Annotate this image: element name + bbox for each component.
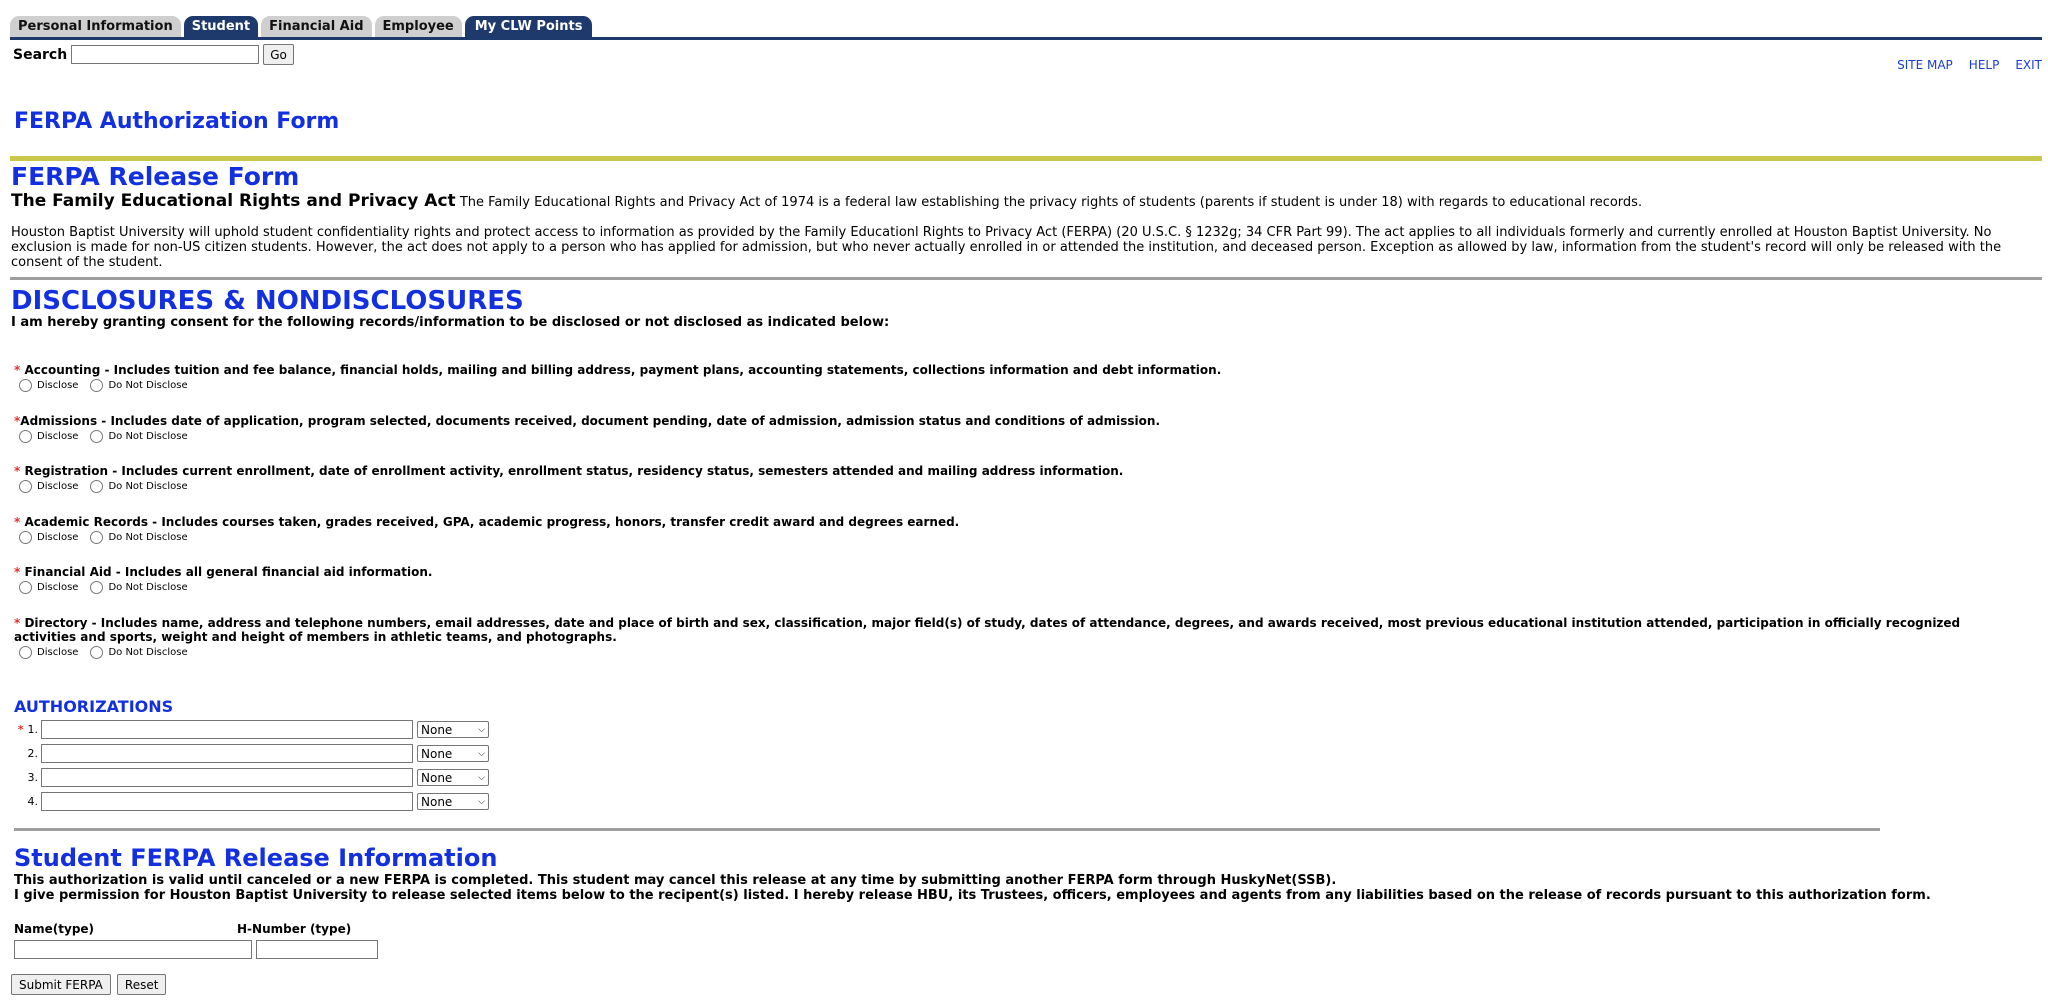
release-line-1: This authorization is valid until canceled or a new FERPA is completed. This student may cancel this release at any time by submitting another FERPA form through HuskyNet(SSB). (14, 873, 1337, 888)
disclosure-item-registration (14, 464, 2024, 493)
section-divider (10, 277, 2042, 280)
not-disclose-radio[interactable] (90, 480, 103, 493)
reset-button[interactable]: Reset (117, 974, 167, 995)
tab-my-clw-points[interactable]: My CLW Points (465, 16, 593, 38)
authorization-row (14, 720, 489, 739)
search-input[interactable] (71, 45, 259, 64)
name-input[interactable] (14, 940, 252, 959)
disclose-radio[interactable] (19, 379, 32, 392)
name-label: Name(type) (14, 922, 95, 936)
row-number: 4. (27, 795, 38, 808)
disclose-label: Disclose (37, 532, 79, 543)
not-disclose-label: Do Not Disclose (108, 431, 188, 442)
exit-link[interactable]: EXIT (2015, 58, 2042, 72)
act-text: The Family Educational Rights and Privacy Act of 1974 is a federal law establishing the privacy rights of students (parents if student is under 18) with regards to educational records. (459, 195, 1643, 210)
disclosure-item-accounting (14, 363, 2024, 392)
authorization-select[interactable] (417, 721, 489, 738)
title-divider (10, 156, 2042, 161)
not-disclose-radio[interactable] (90, 646, 103, 659)
disclose-label: Disclose (37, 380, 79, 391)
main-tabs (10, 14, 595, 38)
item-text: Registration - Includes current enrollment, date of enrollment activity, enrollment status, residency status, semesters attended and mailing address information. (24, 464, 1124, 478)
disclosure-item-academic-records (14, 515, 2024, 544)
not-disclose-label: Do Not Disclose (108, 532, 188, 543)
row-number: 2. (27, 747, 38, 760)
select-value: None (421, 722, 453, 737)
release-form-title: FERPA Release Form (11, 162, 300, 191)
not-disclose-radio[interactable] (90, 379, 103, 392)
search-bar (13, 44, 294, 65)
row-number: 3. (27, 771, 38, 784)
not-disclose-label: Do Not Disclose (108, 380, 188, 391)
required-marker: * (14, 414, 21, 428)
top-links (1897, 58, 2042, 72)
chevron-down-icon: ⌵ (478, 748, 485, 759)
submit-ferpa-button[interactable]: Submit FERPA (11, 974, 111, 995)
required-marker: * (14, 515, 21, 529)
disclose-label: Disclose (37, 431, 79, 442)
disclosures-title: DISCLOSURES & NONDISCLOSURES (11, 286, 524, 316)
not-disclose-radio[interactable] (90, 430, 103, 443)
student-release-title: Student FERPA Release Information (14, 844, 498, 872)
help-link[interactable]: HELP (1968, 58, 2000, 72)
tab-student[interactable]: Student (184, 16, 258, 38)
authorization-select[interactable] (417, 769, 489, 786)
disclosure-item-directory (14, 616, 2024, 659)
act-name: The Family Educational Rights and Privacy Act (11, 191, 456, 211)
authorization-name-input[interactable] (41, 768, 413, 787)
disclose-label: Disclose (37, 481, 79, 492)
required-marker: * (14, 464, 21, 478)
authorization-select[interactable] (417, 793, 489, 810)
tab-financial-aid[interactable]: Financial Aid (261, 16, 371, 38)
item-text: Admissions - Includes date of application, program selected, documents received, document pending, date of admission, admission status and conditions of admission. (20, 414, 1161, 428)
required-marker: * (14, 363, 21, 377)
row-number: 1. (27, 723, 38, 736)
select-value: None (421, 794, 453, 809)
disclose-radio[interactable] (19, 581, 32, 594)
authorization-row (14, 744, 489, 763)
form-buttons (11, 974, 166, 995)
not-disclose-label: Do Not Disclose (108, 582, 188, 593)
disclose-radio[interactable] (19, 430, 32, 443)
chevron-down-icon: ⌵ (478, 796, 485, 807)
authorization-name-input[interactable] (41, 720, 413, 739)
tab-employee[interactable]: Employee (375, 16, 462, 38)
authorization-row (14, 768, 489, 787)
disclose-radio[interactable] (19, 480, 32, 493)
authorization-name-input[interactable] (41, 792, 413, 811)
h-number-label: H-Number (type) (237, 922, 352, 936)
section-divider (14, 828, 1880, 831)
chevron-down-icon: ⌵ (478, 724, 485, 735)
authorization-name-input[interactable] (41, 744, 413, 763)
disclosure-item-admissions (14, 414, 2024, 443)
not-disclose-label: Do Not Disclose (108, 481, 188, 492)
release-line-2: I give permission for Houston Baptist University to release selected items below to the recipent(s) listed. I hereby release HBU, its Trustees, officers, employees and agents from any liabilities based on the release of records pursuant to this authorization form. (14, 888, 1931, 903)
disclose-radio[interactable] (19, 531, 32, 544)
signature-labels (14, 922, 351, 936)
h-number-input[interactable] (256, 940, 378, 959)
not-disclose-radio[interactable] (90, 531, 103, 544)
disclose-radio[interactable] (19, 646, 32, 659)
authorizations-title: AUTHORIZATIONS (14, 697, 174, 716)
page-title: FERPA Authorization Form (14, 109, 340, 134)
chevron-down-icon: ⌵ (478, 772, 485, 783)
disclosure-item-financial-aid (14, 565, 2024, 594)
required-marker: * (17, 723, 28, 736)
item-text: Academic Records - Includes courses taken, grades received, GPA, academic progress, honors, transfer credit award and degrees earned. (24, 515, 960, 529)
site-map-link[interactable]: SITE MAP (1897, 58, 1953, 72)
item-text: Accounting - Includes tuition and fee balance, financial holds, mailing and billing address, payment plans, accounting statements, collections information and debt information. (24, 363, 1222, 377)
tab-divider (10, 37, 2042, 40)
select-value: None (421, 746, 453, 761)
disclose-label: Disclose (37, 582, 79, 593)
hbu-paragraph: Houston Baptist University will uphold student confidentiality rights and protect access to information as provided by the Family Educationl Rights to Privacy Act (FERPA) (20 U.S.C. § 1232g; 34 CFR Part 99). The act applies to all individuals formerly and currently enrolled at Houston Baptist University. No exclusion is made for non-US citizen students. However, the act does not apply to a person who has applied for admission, but who never actually enrolled in or attended the institution, and deceased person. Exception as allowed by law, information from the student's record will only be released with the consent of the student. (11, 225, 2002, 270)
required-marker: * (14, 616, 21, 630)
item-text: Directory - Includes name, address and telephone numbers, email addresses, date and place of birth and sex, classification, major field(s) of study, dates of attendance, degrees, and awards received, most previous educational institution attended, participation in officially recognized activities and sports, weight and height of members in athletic teams, and photographs. (14, 616, 1961, 644)
search-label: Search (13, 46, 68, 63)
item-text: Financial Aid - Includes all general financial aid information. (24, 565, 433, 579)
authorization-select[interactable] (417, 745, 489, 762)
go-button[interactable]: Go (263, 44, 294, 65)
disclose-label: Disclose (37, 647, 79, 658)
select-value: None (421, 770, 453, 785)
required-marker: * (14, 565, 21, 579)
student-release-text (14, 873, 1931, 903)
authorization-row (14, 792, 489, 811)
tab-personal-information[interactable]: Personal Information (10, 16, 181, 38)
ferpa-act-line (11, 191, 1642, 211)
not-disclose-radio[interactable] (90, 581, 103, 594)
not-disclose-label: Do Not Disclose (108, 647, 188, 658)
consent-text: I am hereby granting consent for the following records/information to be disclosed or not disclosed as indicated below: (11, 315, 890, 330)
